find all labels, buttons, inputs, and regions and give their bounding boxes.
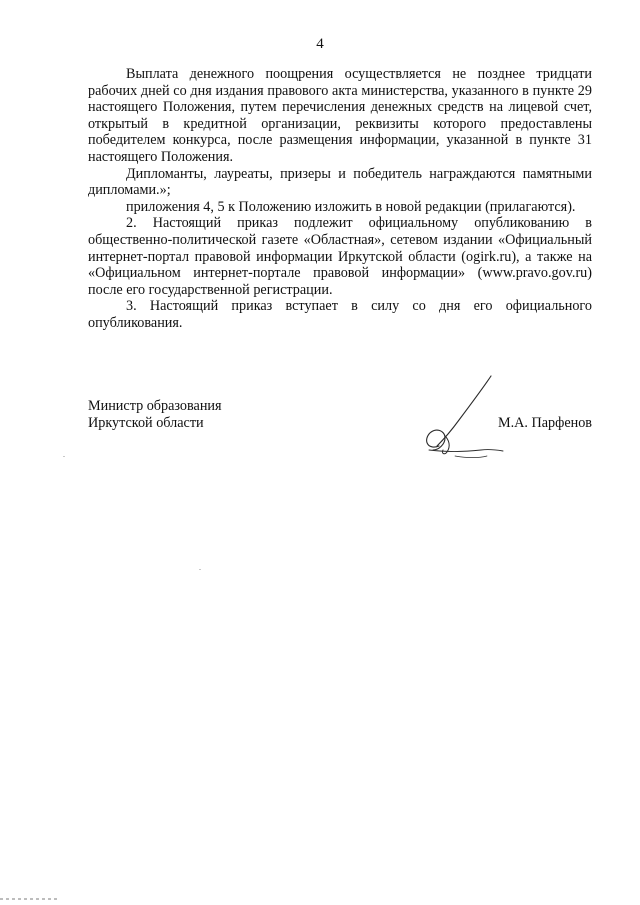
scan-artifact [199, 569, 201, 570]
document-body [88, 66, 592, 332]
page-number: 4 [316, 36, 324, 52]
handwritten-signature [415, 370, 515, 466]
signer-title-line-1: Министр образования [88, 398, 222, 414]
paragraph-publication: 2. Настоящий приказ подлежит официальному опубликованию в общественно-политической газете «Областная», сетевом издании «Официальный интернет-портал правовой информации Иркутской области (ogirk.ru), а также на «Официальном интернет-портале правовой информации» (www.pravo.gov.ru) после его государственной регистрации. [88, 215, 592, 298]
signature-block [88, 398, 592, 468]
signer-title-line-2: Иркутской области [88, 414, 204, 431]
paragraph-payment: Выплата денежного поощрения осуществляется не позднее тридцати рабочих дней со дня издания правового акта министерства, указанного в пункте 29 настоящего Положения, путем перечисления денежных средств на лицевой счет, открытый в кредитной организации, реквизиты которого предоставлены победителем конкурса, после размещения информации, указанной в пункте 31 настоящего Положения. [88, 66, 592, 165]
paragraph-appendices: приложения 4, 5 к Положению изложить в новой редакции (прилагаются). [126, 198, 576, 215]
signer-name: М.А. Парфенов [497, 414, 592, 431]
scan-artifact [63, 456, 65, 457]
paragraph-diplomas: Дипломанты, лауреаты, призеры и победитель награждаются памятными дипломами.»; [88, 165, 592, 199]
signer-title [88, 398, 222, 431]
paragraph-effective-date: 3. Настоящий приказ вступает в силу со дня его официального опубликования. [88, 298, 592, 331]
scan-artifact [0, 898, 58, 900]
